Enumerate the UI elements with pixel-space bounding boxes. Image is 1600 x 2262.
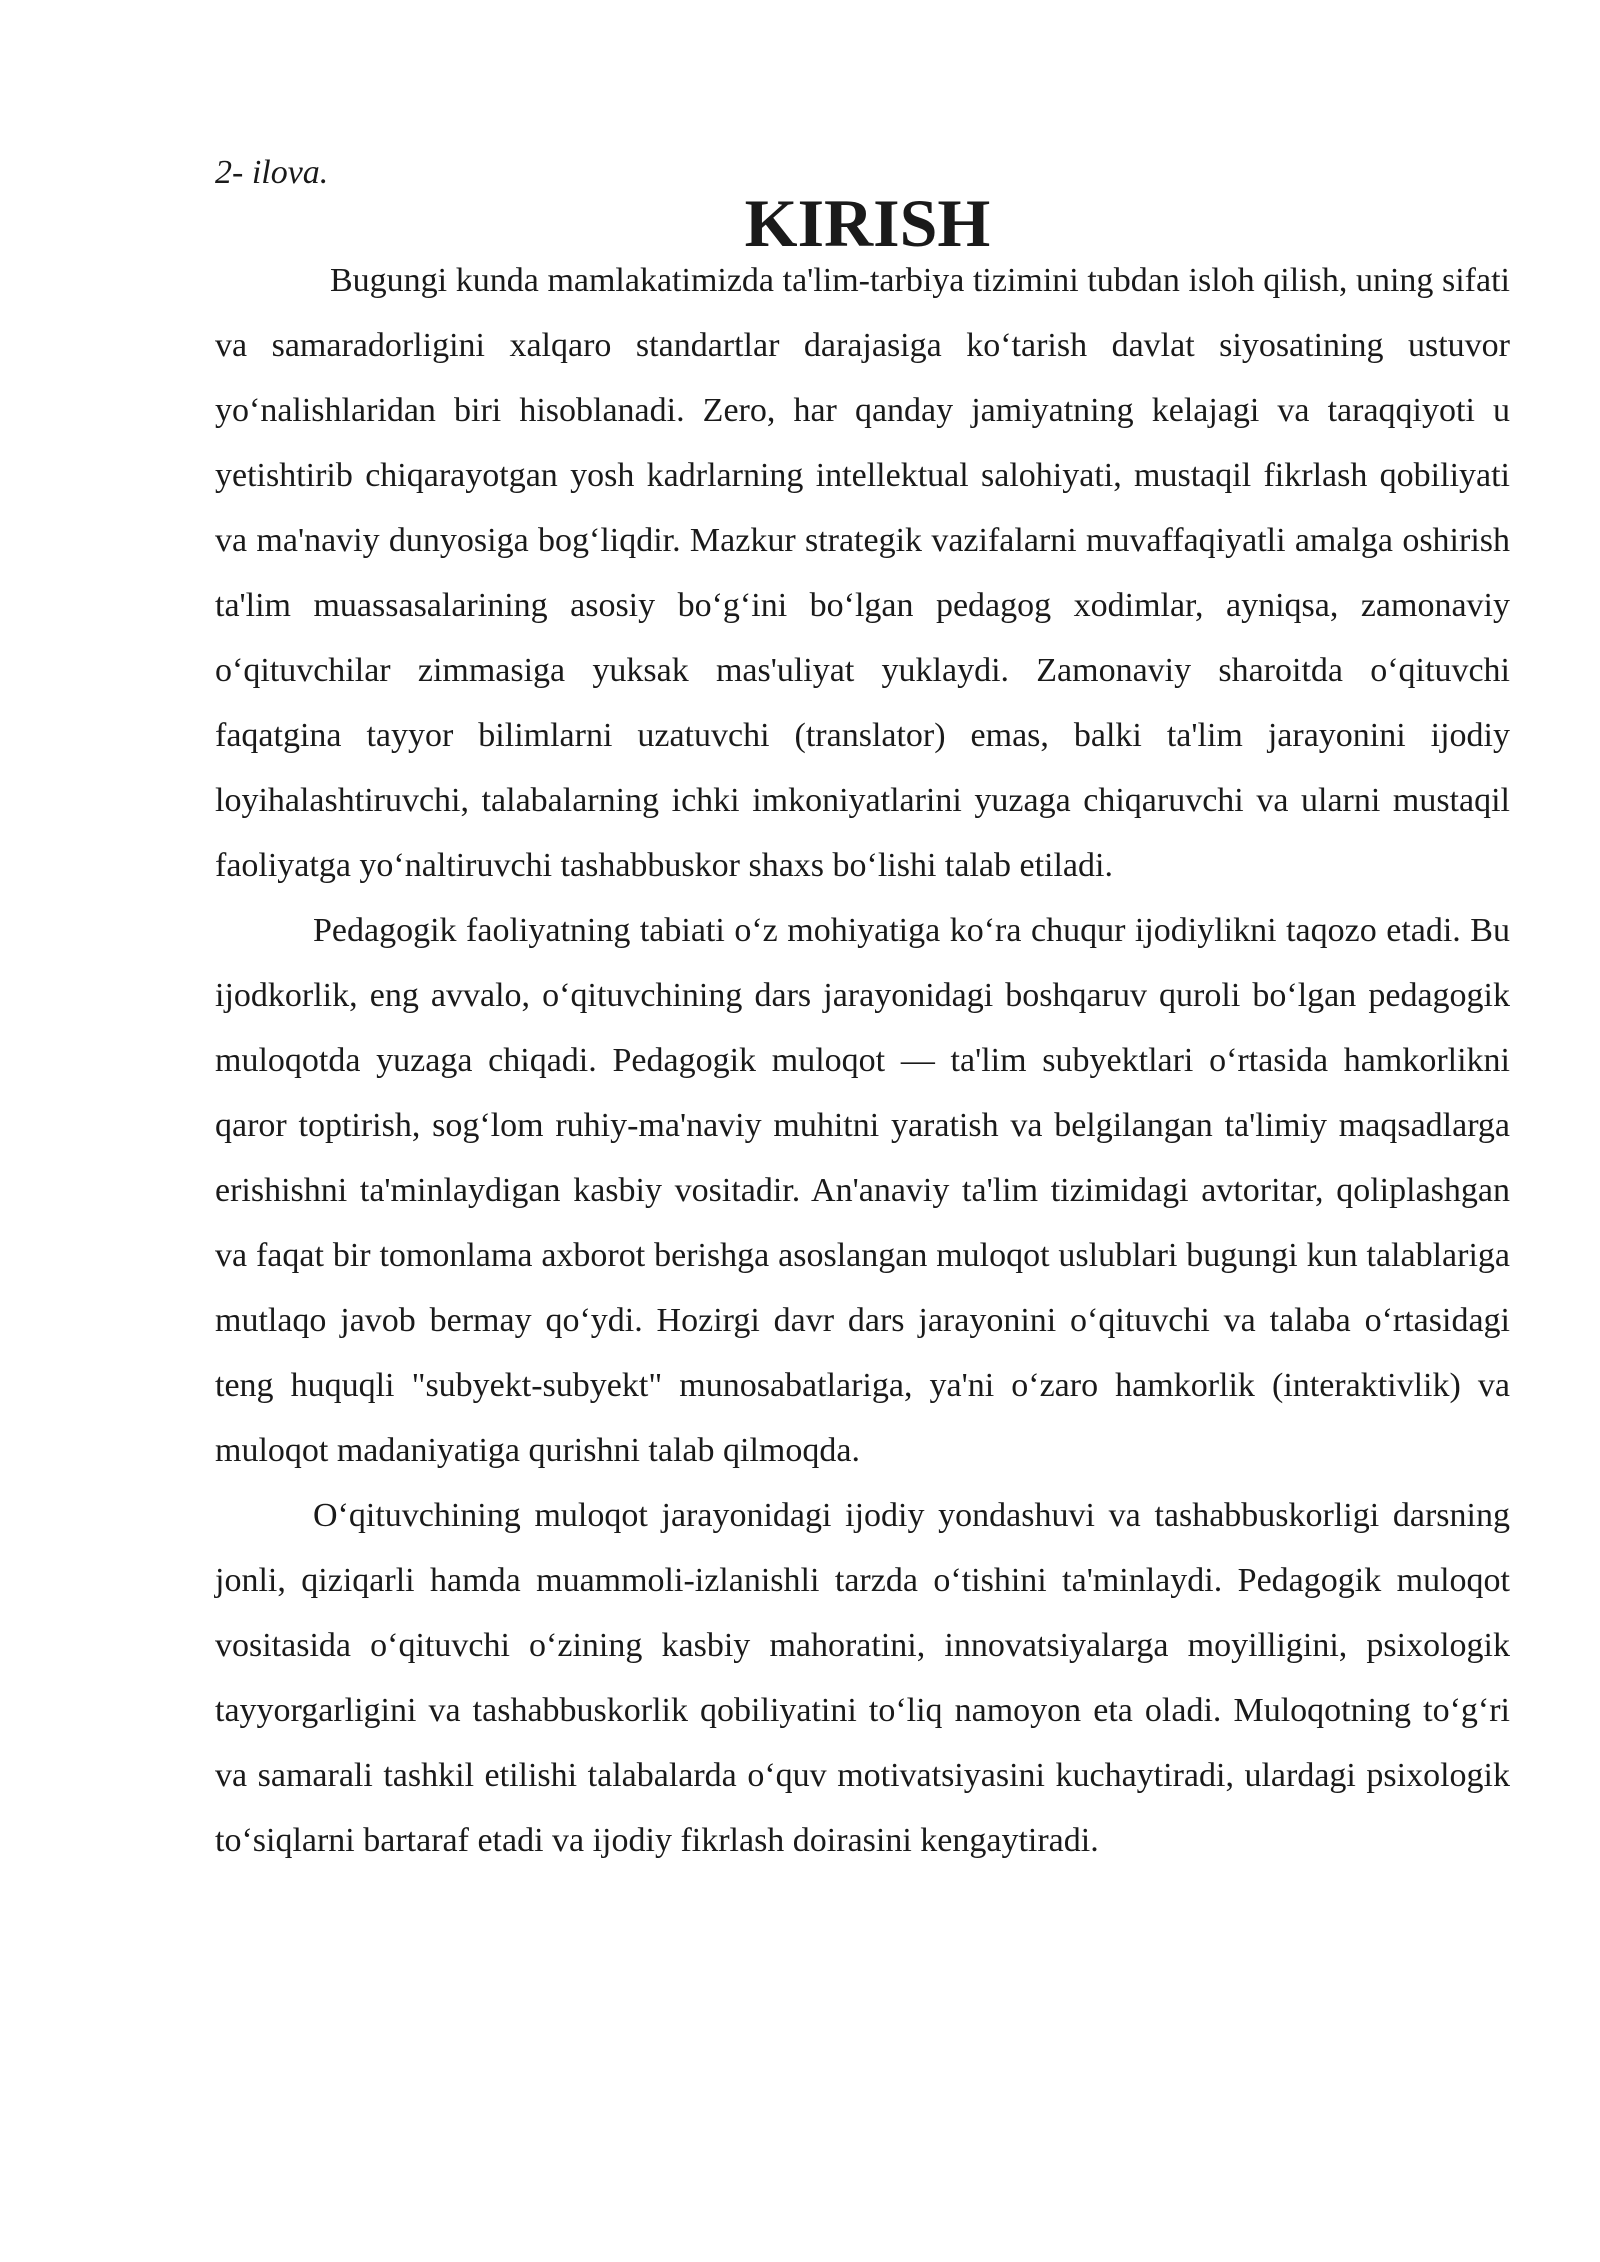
appendix-label: 2- ilova.	[215, 154, 329, 191]
document-page	[215, 148, 1510, 1873]
paragraph-3: Oʻqituvchining muloqot jarayonidagi ijodiy yondashuvi va tashabbuskorligi darsning jonli, qiziqarli hamda muammoli-izlanishli tarzda oʻtishini ta'minlaydi. Pedagogik muloqot vositasida oʻqituvchi oʻzining kasbiy mahoratini, innovatsiyalarga moyilligini, psixologik tayyorgarligini va tashabbuskorlik qobiliyatini toʻliq namoyon eta oladi. Muloqotning toʻgʻri va samarali tashkil etilishi talabalarda oʻquv motivatsiyasini kuchaytiradi, ulardagi psixologik toʻsiqlarni bartaraf etadi va ijodiy fikrlash doirasini kengaytiradi.	[215, 1497, 1510, 1859]
paragraph-2: Pedagogik faoliyatning tabiati oʻz mohiyatiga koʻra chuqur ijodiylikni taqozo etadi. Bu ijodkorlik, eng avvalo, oʻqituvchining dars jarayonidagi boshqaruv quroli boʻlgan pedagogik muloqotda yuzaga chiqadi. Pedagogik muloqot — ta'lim subyektlari oʻrtasida hamkorlikni qaror toptirish, sogʻlom ruhiy-ma'naviy muhitni yaratish va belgilangan ta'limiy maqsadlarga erishishni ta'minlaydigan kasbiy vositadir. An'anaviy ta'lim tizimidagi avtoritar, qoliplashgan va faqat bir tomonlama axborot berishga asoslangan muloqot uslublari bugungi kun talablariga mutlaqo javob bermay qoʻydi. Hozirgi davr dars jarayonini oʻqituvchi va talaba oʻrtasidagi teng huquqli "subyekt-subyekt" munosabatlariga, ya'ni oʻzaro hamkorlik (interaktivlik) va muloqot madaniyatiga qurishni talab qilmoqda.	[215, 912, 1510, 1469]
paragraph-1: Bugungi kunda mamlakatimizda ta'lim-tarbiya tizimini tubdan isloh qilish, uning sifati va samaradorligini xalqaro standartlar darajasiga koʻtarish davlat siyosatining ustuvor yoʻnalishlaridan biri hisoblanadi. Zero, har qanday jamiyatning kelajagi va taraqqiyoti u yetishtirib chiqarayotgan yosh kadrlarning intellektual salohiyati, mustaqil fikrlash qobiliyati va ma'naviy dunyosiga bogʻliqdir. Mazkur strategik vazifalarni muvaffaqiyatli amalga oshirish ta'lim muassasalarining asosiy boʻgʻini boʻlgan pedagog xodimlar, ayniqsa, zamonaviy oʻqituvchilar zimmasiga yuksak mas'uliyat yuklaydi. Zamonaviy sharoitda oʻqituvchi faqatgina tayyor bilimlarni uzatuvchi (translator) emas, balki ta'lim jarayonini ijodiy loyihalashtiruvchi, talabalarning ichki imkoniyatlarini yuzaga chiqaruvchi va ularni mustaqil faoliyatga yoʻnaltiruvchi tashabbuskor shaxs boʻlishi talab etiladi.	[215, 262, 1510, 884]
section-heading: KIRISH	[744, 185, 991, 261]
